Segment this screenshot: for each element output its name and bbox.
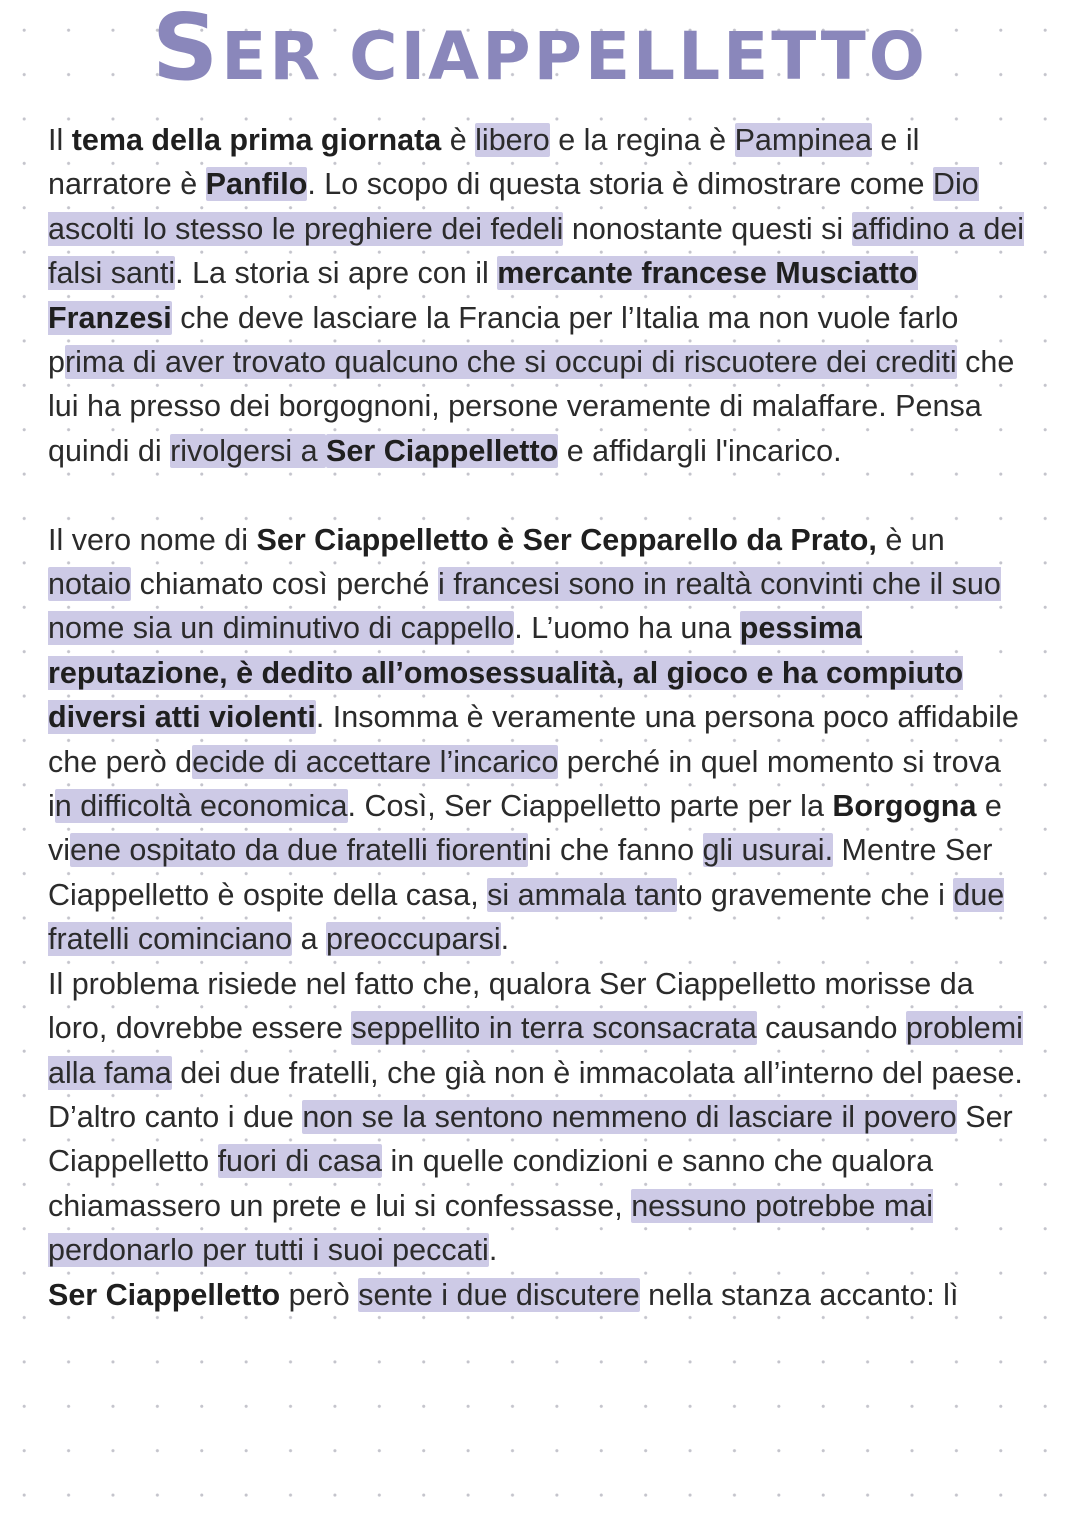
highlighted-text: libero <box>475 123 550 157</box>
highlighted-text: Pampinea <box>734 123 872 157</box>
text-run: e il narratore è <box>48 123 920 202</box>
bold-text: tema della prima giornata <box>71 123 442 157</box>
text-run: ni che fanno <box>527 833 703 868</box>
paragraph-continuation <box>48 1273 1033 1317</box>
highlighted-text: nessuno potrebbe mai perdonarlo per tutti i suoi peccati <box>48 1188 934 1268</box>
text-run: a <box>292 922 327 957</box>
title-rest: ER CIAPPELLETTO <box>221 18 928 95</box>
highlighted-text: non se la sentono nemmeno di lasciare il povero <box>302 1099 957 1134</box>
text-run: . Così, Ser Ciappelletto parte per la <box>347 789 833 824</box>
bold-text: Ser Ciappelletto <box>48 1277 281 1312</box>
paragraph-problem <box>48 962 1033 1273</box>
text-run: è un <box>876 522 945 557</box>
paragraph-intro <box>48 118 1033 473</box>
highlighted-text: problemi alla fama <box>48 1011 1023 1090</box>
paragraph-character <box>48 518 1033 962</box>
highlighted-text: ene ospitato da due fratelli fiorenti <box>70 833 528 868</box>
highlighted-text: notaio <box>48 567 132 602</box>
notes-body <box>48 118 1033 1317</box>
bold-highlighted-text: Panfilo <box>205 167 308 202</box>
bold-highlighted-text: Ser Ciappelletto <box>326 433 559 468</box>
text-run: che deve lasciare la Francia per l’Italia ma non vuole farlo p <box>48 300 959 380</box>
highlighted-text: preoccuparsi <box>326 922 501 957</box>
highlighted-text: gli usurai. <box>702 833 834 868</box>
highlighted-text: rima di aver trovato qualcuno che si occupi di riscuotere dei crediti <box>64 345 957 380</box>
text-run: è <box>441 123 476 157</box>
text-run: però <box>280 1277 359 1312</box>
text-run: Il vero nome di <box>48 522 257 557</box>
highlighted-text: i francesi sono in realtà convinti che il suo nome sia un diminutivo di cappello <box>48 567 1001 646</box>
text-run: chiamato così perché <box>131 567 438 602</box>
highlighted-text: fuori di casa <box>217 1144 383 1179</box>
text-run: Il <box>48 123 72 157</box>
bold-text: Borgogna <box>832 789 977 824</box>
text-run: . Lo scopo di questa storia è dimostrare come <box>307 167 933 202</box>
text-run: . <box>500 922 510 957</box>
highlighted-text: ecide di accettare l’incarico <box>192 744 559 779</box>
text-run: . Insomma è veramente una persona poco affidabile che però d <box>48 700 1019 779</box>
highlighted-text: Dio ascolti lo stesso le preghiere dei fedeli <box>48 167 979 246</box>
text-run: . La storia si apre con il <box>175 256 498 291</box>
highlighted-text: si ammala tan <box>487 877 677 912</box>
text-run: e affidargli l'incarico. <box>558 433 842 468</box>
bold-highlighted-text: mercante francese Musciatto Franzesi <box>48 256 918 335</box>
text-run: che lui ha presso dei borgognoni, persone veramente di malaffare. Pensa quindi di <box>48 345 1015 468</box>
text-run: e vi <box>48 789 1002 868</box>
text-run: nella stanza accanto: lì <box>639 1277 959 1312</box>
text-run: e la regina è <box>549 123 735 157</box>
text-run: to gravemente che i <box>677 877 954 912</box>
text-run: . L’uomo ha una <box>514 611 740 646</box>
highlighted-text: sente i due discutere <box>358 1277 640 1312</box>
text-run: nonostante questi si <box>563 211 852 246</box>
title-initial: S <box>152 0 222 101</box>
text-run: dei due fratelli, che già non è immacolata all’interno del paese. D’altro canto i due <box>48 1055 1023 1134</box>
bold-highlighted-text: pessima reputazione, è dedito all’omosessualità, al gioco e ha compiuto diversi atti violenti <box>48 611 964 735</box>
highlighted-text: due fratelli cominciano <box>48 877 1005 957</box>
highlighted-text: n difficoltà economica <box>54 789 348 824</box>
text-run: . <box>488 1233 498 1268</box>
text-run: in quelle condizioni e sanno che qualora chiamassero un prete e lui si confessasse, <box>48 1144 934 1223</box>
highlighted-text: rivolgersi a <box>170 433 327 468</box>
text-run: causando <box>756 1011 906 1046</box>
highlighted-text: affidino a dei falsi santi <box>48 211 1025 291</box>
paragraph-gap <box>48 473 1033 517</box>
page-title <box>152 0 928 105</box>
text-run: Ser Ciappelletto <box>48 1099 1013 1179</box>
text-run: Mentre Ser Ciappelletto è ospite della casa, <box>48 833 993 912</box>
text-run: Il problema risiede nel fatto che, qualora Ser Ciappelletto morisse da loro, dovrebbe essere <box>48 966 974 1046</box>
bold-text: Ser Ciappelletto è Ser Cepparello da Prato, <box>256 522 877 557</box>
highlighted-text: seppellito in terra sconsacrata <box>351 1011 757 1046</box>
text-run: perché in quel momento si trova i <box>48 744 1001 824</box>
